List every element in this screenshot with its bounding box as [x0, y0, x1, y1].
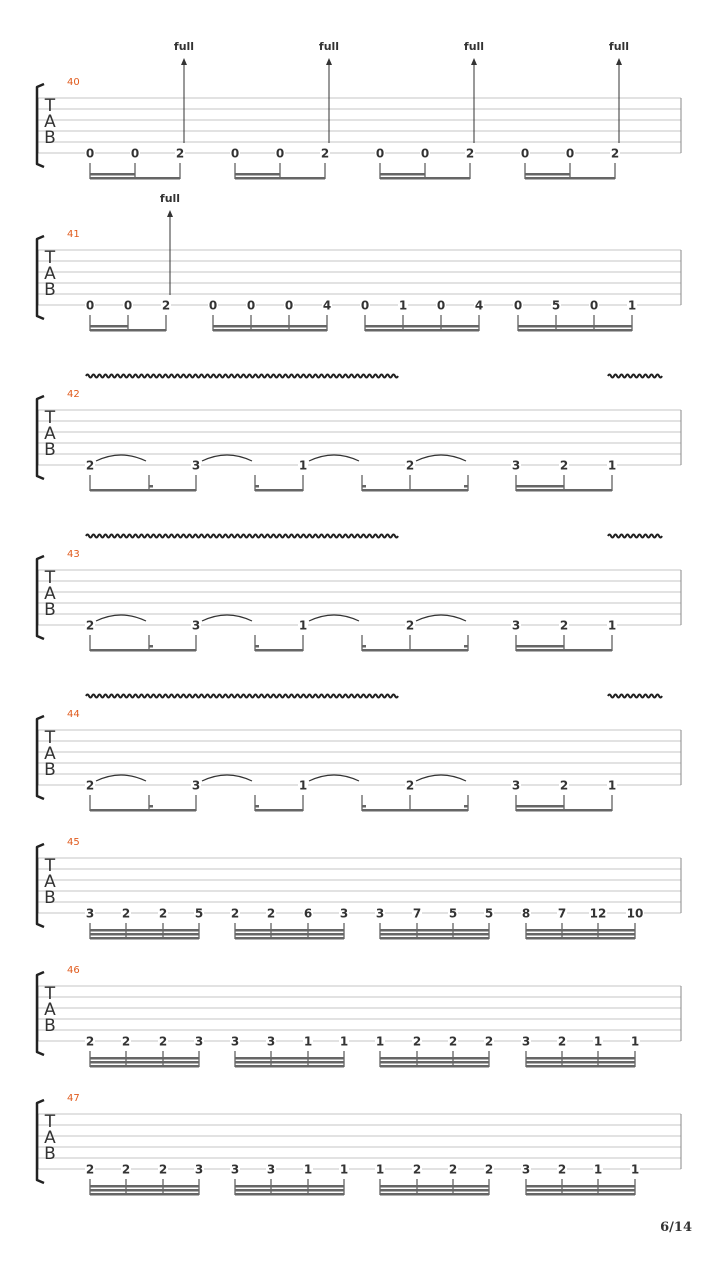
bend-label: full: [463, 40, 485, 53]
fret-number: 5: [551, 298, 561, 313]
tab-clef-letter: A: [44, 1128, 56, 1148]
tab-clef-letter: B: [44, 440, 56, 460]
beam: [380, 177, 470, 180]
tab-clef-letter: B: [44, 1016, 56, 1036]
beam: [380, 1057, 489, 1060]
fret-number: 1: [607, 618, 617, 633]
beam: [90, 1185, 199, 1188]
bend-arrow-head: [181, 58, 187, 65]
beam: [526, 1057, 635, 1060]
tab-clef-letter: T: [44, 248, 56, 268]
tab-clef-letter: T: [44, 568, 56, 588]
tie-arc: [309, 455, 359, 461]
fret-number: 0: [520, 146, 530, 161]
fret-number: 2: [266, 906, 276, 921]
tab-clef-letter: B: [44, 600, 56, 620]
beam: [235, 1189, 344, 1192]
fret-number: 2: [85, 778, 95, 793]
fret-number: 1: [375, 1162, 385, 1177]
measure-number: 40: [67, 77, 80, 88]
fret-number: 3: [339, 906, 349, 921]
beam: [90, 929, 199, 932]
fret-number: 1: [398, 298, 408, 313]
tab-clef-letter: A: [44, 264, 56, 284]
fret-number: 2: [230, 906, 240, 921]
bend-label: full: [159, 192, 181, 205]
system-bracket: [37, 1100, 44, 1183]
beam: [518, 325, 632, 328]
fret-number: 2: [121, 906, 131, 921]
bend-arrow-head: [471, 58, 477, 65]
fret-number: 12: [589, 906, 607, 921]
beam-stub: [362, 645, 366, 648]
tab-clef-letter: B: [44, 888, 56, 908]
beam: [362, 809, 468, 812]
fret-number: 10: [626, 906, 644, 921]
beam-stub: [464, 485, 468, 488]
fret-number: 0: [589, 298, 599, 313]
beam-stub: [149, 485, 153, 488]
beam: [380, 933, 489, 936]
vibrato-line: [608, 695, 662, 698]
fret-number: 3: [230, 1034, 240, 1049]
fret-number: 3: [266, 1162, 276, 1177]
tie-arc: [202, 775, 252, 781]
beam: [90, 329, 166, 332]
fret-number: 1: [339, 1162, 349, 1177]
fret-number: 3: [85, 906, 95, 921]
beam: [235, 1057, 344, 1060]
fret-number: 1: [298, 458, 308, 473]
beam: [516, 649, 612, 652]
fret-number: 2: [559, 618, 569, 633]
fret-number: 3: [191, 618, 201, 633]
tab-clef-letter: A: [44, 112, 56, 132]
beam: [90, 809, 196, 812]
fret-number: 2: [161, 298, 171, 313]
fret-number: 2: [158, 1162, 168, 1177]
beam-stub: [464, 645, 468, 648]
beam: [90, 1193, 199, 1196]
fret-number: 2: [448, 1162, 458, 1177]
fret-number: 3: [511, 458, 521, 473]
bend-label: full: [173, 40, 195, 53]
tab-clef-letter: B: [44, 760, 56, 780]
system-bracket: [37, 236, 44, 319]
system-bracket: [37, 396, 44, 479]
fret-number: 0: [565, 146, 575, 161]
beam: [90, 1057, 199, 1060]
fret-number: 1: [607, 778, 617, 793]
fret-number: 5: [194, 906, 204, 921]
measure-number: 41: [67, 229, 80, 240]
fret-number: 7: [557, 906, 567, 921]
fret-number: 0: [436, 298, 446, 313]
tie-arc: [202, 455, 252, 461]
beam: [516, 805, 564, 808]
system-bracket: [37, 556, 44, 639]
beam: [90, 489, 196, 492]
fret-number: 1: [630, 1034, 640, 1049]
beam: [516, 645, 564, 648]
tie-arc: [416, 455, 466, 461]
tab-clef-letter: A: [44, 424, 56, 444]
fret-number: 2: [559, 778, 569, 793]
fret-number: 2: [412, 1162, 422, 1177]
tab-system-47: [37, 1093, 681, 1196]
system-bracket: [37, 972, 44, 1055]
fret-number: 1: [593, 1034, 603, 1049]
fret-number: 0: [275, 146, 285, 161]
beam: [526, 1185, 635, 1188]
tie-arc: [416, 615, 466, 621]
tab-clef-letter: A: [44, 584, 56, 604]
fret-number: 1: [607, 458, 617, 473]
fret-number: 2: [484, 1162, 494, 1177]
fret-number: 1: [339, 1034, 349, 1049]
fret-number: 2: [158, 906, 168, 921]
fret-number: 2: [85, 618, 95, 633]
beam: [525, 173, 570, 176]
tab-clef-letter: A: [44, 1000, 56, 1020]
fret-number: 0: [513, 298, 523, 313]
beam: [526, 1065, 635, 1068]
beam-stub: [362, 485, 366, 488]
fret-number: 1: [303, 1034, 313, 1049]
fret-number: 3: [375, 906, 385, 921]
fret-number: 0: [130, 146, 140, 161]
system-bracket: [37, 844, 44, 927]
measure-number: 42: [67, 389, 80, 400]
beam: [255, 489, 303, 492]
fret-number: 1: [298, 778, 308, 793]
tie-arc: [202, 615, 252, 621]
tab-clef-letter: T: [44, 728, 56, 748]
beam: [235, 933, 344, 936]
tab-system-40: [37, 40, 681, 180]
tab-clef-letter: T: [44, 984, 56, 1004]
tab-clef-letter: B: [44, 1144, 56, 1164]
fret-number: 2: [465, 146, 475, 161]
fret-number: 2: [484, 1034, 494, 1049]
fret-number: 8: [521, 906, 531, 921]
fret-number: 2: [158, 1034, 168, 1049]
vibrato-line: [86, 535, 398, 538]
fret-number: 2: [121, 1034, 131, 1049]
beam: [526, 1061, 635, 1064]
tie-arc: [309, 615, 359, 621]
beam-stub: [255, 485, 259, 488]
beam: [526, 933, 635, 936]
fret-number: 2: [405, 618, 415, 633]
fret-number: 7: [412, 906, 422, 921]
fret-number: 3: [194, 1162, 204, 1177]
fret-number: 1: [630, 1162, 640, 1177]
beam: [235, 177, 325, 180]
fret-number: 0: [420, 146, 430, 161]
fret-number: 2: [448, 1034, 458, 1049]
vibrato-line: [86, 695, 398, 698]
fret-number: 3: [194, 1034, 204, 1049]
beam: [255, 809, 303, 812]
beam: [380, 1185, 489, 1188]
beam: [526, 929, 635, 932]
fret-number: 5: [448, 906, 458, 921]
beam: [380, 1061, 489, 1064]
beam: [380, 1193, 489, 1196]
fret-number: 2: [85, 1034, 95, 1049]
tab-clef-letter: T: [44, 1112, 56, 1132]
fret-number: 3: [521, 1034, 531, 1049]
tab-system-43: [37, 535, 681, 652]
fret-number: 4: [474, 298, 484, 313]
fret-number: 2: [405, 778, 415, 793]
beam: [213, 325, 327, 328]
bend-arrow-head: [167, 210, 173, 217]
beam: [526, 937, 635, 940]
tie-arc: [309, 775, 359, 781]
beam-stub: [255, 645, 259, 648]
beam: [235, 1193, 344, 1196]
beam: [362, 489, 468, 492]
beam: [90, 937, 199, 940]
bend-arrow-head: [616, 58, 622, 65]
fret-number: 2: [557, 1162, 567, 1177]
beam: [213, 329, 327, 332]
beam: [380, 173, 425, 176]
tab-clef-letter: T: [44, 408, 56, 428]
beam: [516, 809, 612, 812]
fret-number: 0: [230, 146, 240, 161]
beam: [235, 1185, 344, 1188]
tab-system-41: [37, 192, 681, 332]
bend-label: full: [318, 40, 340, 53]
fret-number: 3: [521, 1162, 531, 1177]
beam: [526, 1193, 635, 1196]
fret-number: 3: [511, 618, 521, 633]
fret-number: 3: [511, 778, 521, 793]
beam: [90, 649, 196, 652]
beam: [235, 937, 344, 940]
beam: [526, 1189, 635, 1192]
fret-number: 0: [85, 146, 95, 161]
fret-number: 2: [557, 1034, 567, 1049]
fret-number: 3: [191, 458, 201, 473]
vibrato-line: [86, 375, 398, 378]
fret-number: 2: [85, 458, 95, 473]
beam: [235, 929, 344, 932]
beam: [235, 1065, 344, 1068]
bend-label: full: [608, 40, 630, 53]
tie-arc: [416, 775, 466, 781]
page-number: 6/14: [660, 1220, 692, 1235]
beam: [365, 325, 479, 328]
system-bracket: [37, 716, 44, 799]
fret-number: 2: [610, 146, 620, 161]
beam: [90, 325, 128, 328]
fret-number: 0: [123, 298, 133, 313]
tab-clef-letter: B: [44, 128, 56, 148]
beam: [365, 329, 479, 332]
tie-arc: [96, 455, 146, 461]
beam: [380, 1189, 489, 1192]
beam: [518, 329, 632, 332]
tab-system-44: [37, 695, 681, 812]
fret-number: 3: [266, 1034, 276, 1049]
beam: [235, 1061, 344, 1064]
tab-system-42: [37, 375, 681, 492]
tie-arc: [96, 775, 146, 781]
measure-number: 43: [67, 549, 80, 560]
fret-number: 1: [593, 1162, 603, 1177]
bend-arrow-head: [326, 58, 332, 65]
vibrato-line: [608, 375, 662, 378]
tie-arc: [96, 615, 146, 621]
beam-stub: [255, 805, 259, 808]
fret-number: 0: [246, 298, 256, 313]
beam: [90, 1061, 199, 1064]
fret-number: 2: [412, 1034, 422, 1049]
beam: [235, 173, 280, 176]
tab-clef-letter: T: [44, 856, 56, 876]
tab-system-45: [37, 837, 681, 940]
system-bracket: [37, 84, 44, 167]
measure-number: 44: [67, 709, 80, 720]
fret-number: 0: [360, 298, 370, 313]
beam-stub: [464, 805, 468, 808]
fret-number: 2: [85, 1162, 95, 1177]
beam: [380, 1065, 489, 1068]
measure-number: 46: [67, 965, 80, 976]
fret-number: 6: [303, 906, 313, 921]
fret-number: 0: [284, 298, 294, 313]
beam: [362, 649, 468, 652]
beam-stub: [362, 805, 366, 808]
fret-number: 3: [191, 778, 201, 793]
tab-clef-letter: A: [44, 744, 56, 764]
fret-number: 2: [121, 1162, 131, 1177]
fret-number: 3: [230, 1162, 240, 1177]
beam: [516, 485, 564, 488]
beam: [380, 937, 489, 940]
fret-number: 2: [320, 146, 330, 161]
fret-number: 2: [559, 458, 569, 473]
fret-number: 2: [175, 146, 185, 161]
beam: [90, 177, 180, 180]
beam: [90, 1189, 199, 1192]
beam: [380, 929, 489, 932]
beam: [90, 933, 199, 936]
measure-number: 47: [67, 1093, 80, 1104]
beam: [255, 649, 303, 652]
fret-number: 1: [298, 618, 308, 633]
fret-number: 2: [405, 458, 415, 473]
beam: [90, 1065, 199, 1068]
tab-clef-letter: A: [44, 872, 56, 892]
beam-stub: [149, 805, 153, 808]
vibrato-line: [608, 535, 662, 538]
beam-stub: [149, 645, 153, 648]
fret-number: 4: [322, 298, 332, 313]
fret-number: 1: [627, 298, 637, 313]
beam: [90, 173, 135, 176]
beam: [525, 177, 615, 180]
fret-number: 0: [375, 146, 385, 161]
fret-number: 1: [375, 1034, 385, 1049]
tab-system-46: [37, 965, 681, 1068]
beam: [516, 489, 612, 492]
tab-clef-letter: B: [44, 280, 56, 300]
fret-number: 0: [208, 298, 218, 313]
fret-number: 5: [484, 906, 494, 921]
fret-number: 1: [303, 1162, 313, 1177]
tab-clef-letter: T: [44, 96, 56, 116]
fret-number: 0: [85, 298, 95, 313]
measure-number: 45: [67, 837, 80, 848]
